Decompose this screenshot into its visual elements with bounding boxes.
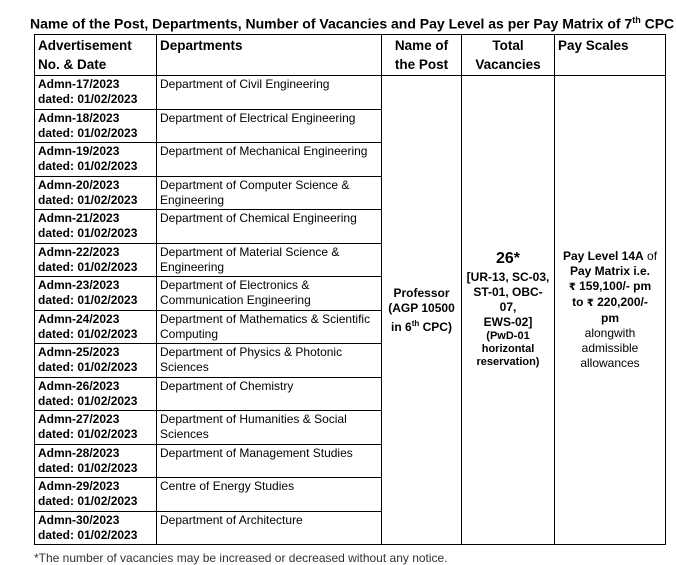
- advertisement-number: Admn-25/2023: [38, 345, 120, 359]
- pay-matrix: Pay Matrix i.e.: [569, 264, 651, 278]
- advertisement-number: Admn-22/2023: [38, 244, 120, 259]
- department-cell: Department of Architecture: [157, 511, 382, 545]
- vacancies-cell: [462, 76, 555, 545]
- advertisement-cell: [35, 344, 157, 378]
- department-cell: Centre of Energy Studies: [157, 478, 382, 512]
- advertisement-cell: [35, 277, 157, 311]
- department-cell: Department of Physics & Photonic Sciences: [157, 344, 382, 378]
- department-cell: Department of Chemical Engineering: [157, 210, 382, 244]
- table-heading: Name of the Post, Departments, Number of Vacancies and Pay Level as per Pay Matrix of 7th CPC: [30, 15, 675, 32]
- pay-level: Pay Level 14A of: [562, 249, 658, 263]
- header-post: Name of the Post: [382, 35, 462, 76]
- advertisement-number: Admn-18/2023: [38, 110, 120, 125]
- advertisement-date: dated: 01/02/2023: [38, 527, 138, 542]
- advertisement-number: Admn-21/2023: [38, 211, 120, 225]
- advertisement-cell: [35, 444, 157, 478]
- allowances-note: alongwith admissible allowances: [580, 326, 640, 370]
- category-breakdown: [UR-13, SC-03, ST-01, OBC-07, EWS-02]: [466, 270, 550, 329]
- pwd-reservation: (PwD-01 horizontal reservation): [476, 330, 540, 368]
- department-cell: Department of Chemistry: [157, 377, 382, 411]
- advertisement-number: Admn-24/2023: [38, 311, 120, 326]
- pay-max: to ₹ 220,200/-: [572, 295, 648, 309]
- advertisement-cell: [35, 176, 157, 210]
- advertisement-cell: [35, 310, 157, 344]
- header-advertisement: Advertisement No. & Date: [35, 35, 157, 76]
- department-cell: Department of Electronics & Communication Engineering: [157, 277, 382, 311]
- advertisement-cell: [35, 210, 157, 244]
- vacancy-table: [34, 34, 666, 545]
- advertisement-cell: [35, 411, 157, 445]
- advertisement-cell: [35, 511, 157, 545]
- advertisement-cell: [35, 377, 157, 411]
- advertisement-date: dated: 01/02/2023: [38, 92, 138, 106]
- advertisement-number: Admn-23/2023: [38, 278, 120, 292]
- advertisement-date: dated: 01/02/2023: [38, 393, 138, 408]
- post-cpc: in 6th CPC): [391, 318, 452, 334]
- rupee-icon: ₹: [586, 298, 594, 309]
- advertisement-cell: [35, 478, 157, 512]
- pay-scale-cell: [555, 76, 666, 545]
- header-pay-scales: Pay Scales: [555, 35, 666, 76]
- department-cell: Department of Computer Science & Engineering: [157, 176, 382, 210]
- advertisement-date: dated: 01/02/2023: [38, 460, 138, 475]
- advertisement-cell: [35, 243, 157, 277]
- advertisement-number: Admn-30/2023: [38, 512, 120, 527]
- department-cell: Department of Mathematics & Scientific Computing: [157, 310, 382, 344]
- advertisement-date: dated: 01/02/2023: [38, 125, 138, 140]
- department-cell: Department of Mechanical Engineering: [157, 143, 382, 177]
- header-vacancies: Total Vacancies: [462, 35, 555, 76]
- total-vacancies: 26*: [495, 250, 521, 267]
- post-name: Professor: [393, 285, 450, 300]
- advertisement-date: dated: 01/02/2023: [38, 427, 138, 441]
- department-cell: Department of Civil Engineering: [157, 76, 382, 110]
- rupee-icon: ₹: [568, 282, 576, 293]
- advertisement-number: Admn-28/2023: [38, 445, 120, 460]
- advertisement-cell: [35, 76, 157, 110]
- post-agp: (AGP 10500: [388, 300, 455, 315]
- advertisement-date: dated: 01/02/2023: [38, 259, 138, 274]
- advertisement-date: dated: 01/02/2023: [38, 293, 138, 307]
- advertisement-date: dated: 01/02/2023: [38, 159, 138, 173]
- post-cell: [382, 76, 462, 545]
- pay-min: ₹ 159,100/- pm: [568, 279, 652, 293]
- advertisement-number: Admn-19/2023: [38, 144, 120, 158]
- advertisement-date: dated: 01/02/2023: [38, 360, 138, 374]
- advertisement-date: dated: 01/02/2023: [38, 192, 138, 207]
- department-cell: Department of Material Science & Engineering: [157, 243, 382, 277]
- advertisement-cell: [35, 109, 157, 143]
- advertisement-number: Admn-29/2023: [38, 479, 120, 493]
- advertisement-date: dated: 01/02/2023: [38, 226, 138, 240]
- pay-pm: pm: [601, 311, 619, 325]
- department-cell: Department of Electrical Engineering: [157, 109, 382, 143]
- advertisement-cell: [35, 143, 157, 177]
- advertisement-number: Admn-17/2023: [38, 77, 120, 91]
- advertisement-number: Admn-27/2023: [38, 412, 120, 426]
- advertisement-date: dated: 01/02/2023: [38, 326, 138, 341]
- advertisement-date: dated: 01/02/2023: [38, 494, 138, 508]
- advertisement-number: Admn-20/2023: [38, 177, 120, 192]
- table-row: [35, 76, 666, 110]
- department-cell: Department of Management Studies: [157, 444, 382, 478]
- footnote: *The number of vacancies may be increased or decreased without any notice.: [34, 551, 448, 565]
- department-cell: Department of Humanities & Social Sciences: [157, 411, 382, 445]
- advertisement-number: Admn-26/2023: [38, 378, 120, 393]
- header-departments: Departments: [157, 35, 382, 76]
